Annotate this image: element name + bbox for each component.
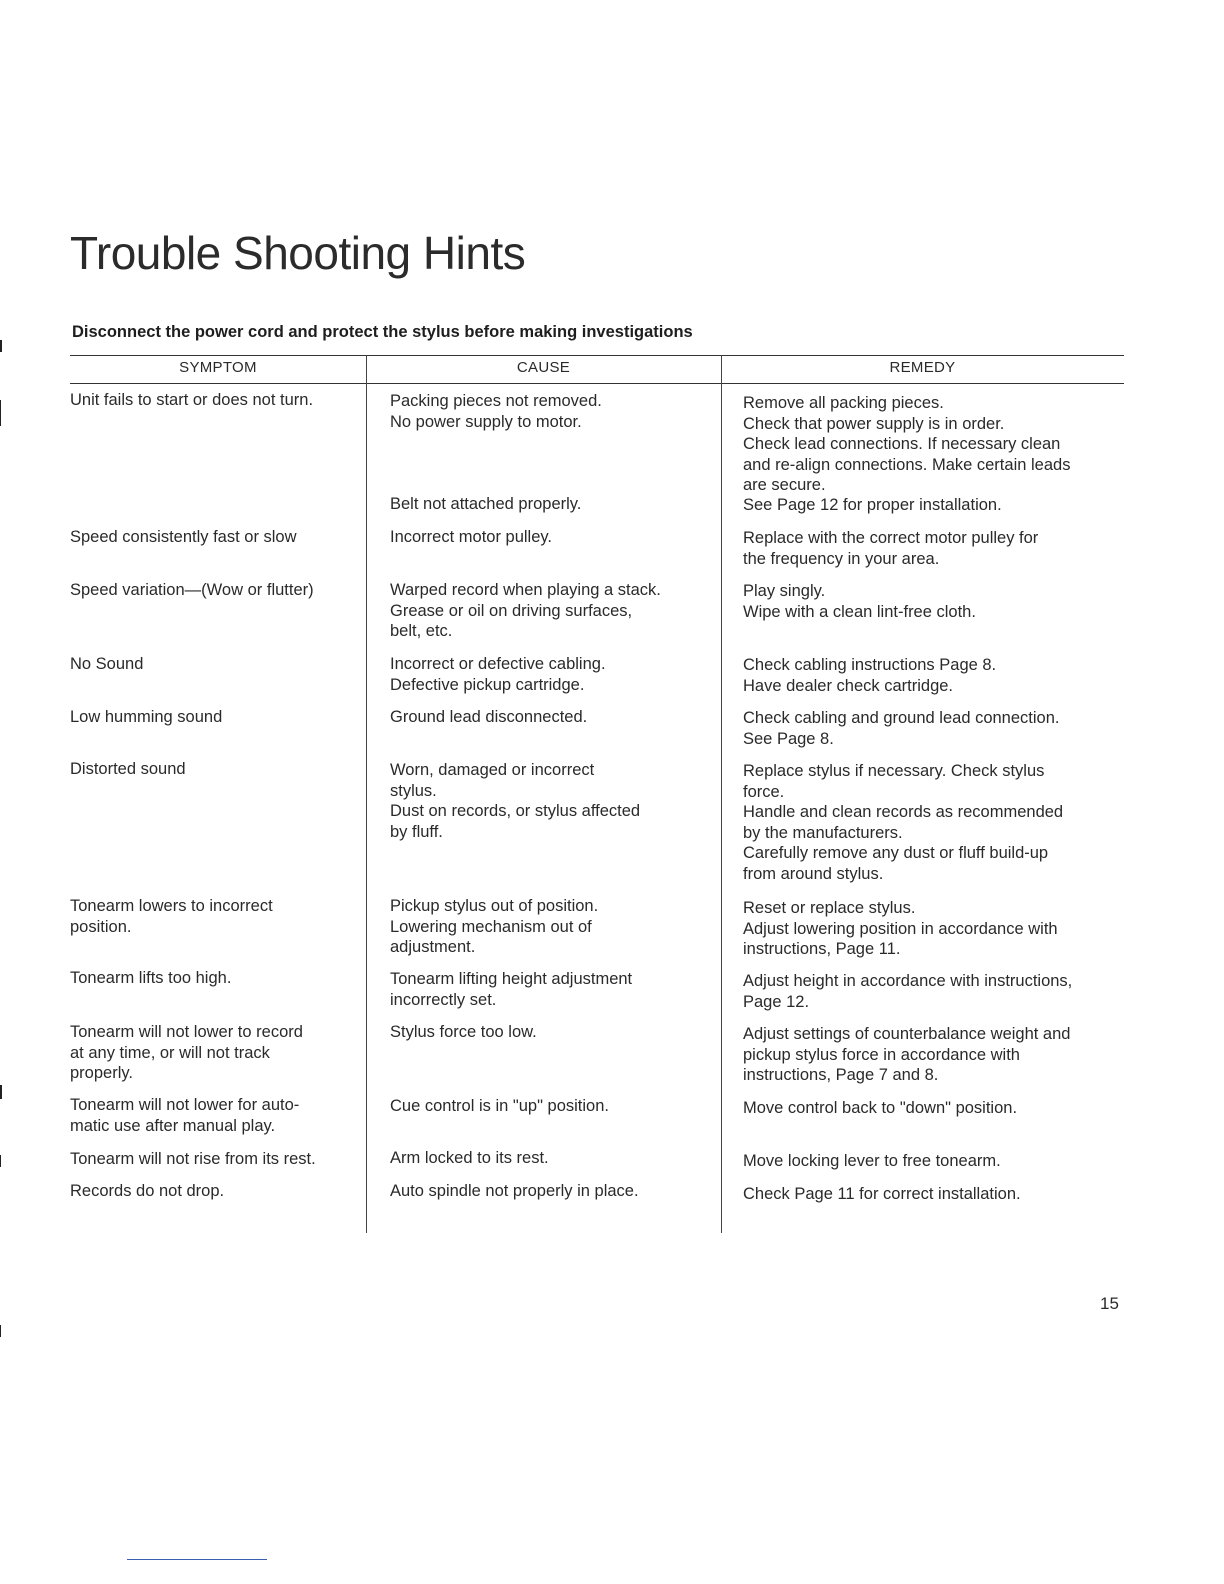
cause-cell: Warped record when playing a stack. Grease or oil on driving surfaces, belt, etc. (390, 581, 661, 640)
table-top-rule (70, 355, 1124, 356)
remedy-cell: Play singly. Wipe with a clean lint-free cloth. (743, 582, 976, 621)
cause-cell: Belt not attached properly. (390, 495, 582, 513)
symptom-cell: Distorted sound (70, 760, 186, 778)
cause-cell: Stylus force too low. (390, 1023, 537, 1041)
scan-edge-mark (0, 400, 1, 426)
cause-cell: Incorrect motor pulley. (390, 528, 553, 546)
symptom-cell: Tonearm will not rise from its rest. (70, 1150, 316, 1168)
warning-note: Disconnect the power cord and protect the stylus before making investigations (72, 323, 693, 341)
cause-cell: Packing pieces not removed. No power supply to motor. (390, 392, 602, 431)
remedy-cell: Remove all packing pieces. Check that power supply is in order. Check lead connections. If necessary clean and re-align connections. Make certain leads are secure. (743, 394, 1071, 494)
page-number: 15 (1100, 1294, 1119, 1313)
column-header-cause: CAUSE (516, 359, 571, 376)
column-header-remedy: REMEDY (889, 359, 956, 376)
remedy-cell: Adjust settings of counterbalance weight and pickup stylus force in accordance with instructions, Page 7 and 8. (743, 1025, 1071, 1084)
cause-cell: Arm locked to its rest. (390, 1149, 549, 1167)
column-divider (366, 355, 367, 1233)
symptom-cell: Low humming sound (70, 708, 223, 726)
cause-cell: Auto spindle not properly in place. (390, 1182, 639, 1200)
symptom-cell: Records do not drop. (70, 1182, 225, 1200)
symptom-cell: Speed variation—(Wow or flutter) (70, 581, 314, 599)
remedy-cell: Check cabling instructions Page 8. Have dealer check cartridge. (743, 656, 997, 695)
symptom-cell: Tonearm will not lower for auto- matic use after manual play. (70, 1096, 300, 1135)
page-title: Trouble Shooting Hints (70, 227, 526, 279)
symptom-cell: Tonearm will not lower to record at any time, or will not track properly. (70, 1023, 303, 1082)
scan-edge-mark (0, 1085, 2, 1099)
symptom-cell: Unit fails to start or does not turn. (70, 391, 314, 409)
column-header-symptom: SYMPTOM (179, 359, 257, 376)
footer-rule (127, 1559, 267, 1560)
remedy-cell: See Page 12 for proper installation. (743, 496, 1002, 514)
remedy-cell: Check Page 11 for correct installation. (743, 1185, 1021, 1203)
cause-cell: Ground lead disconnected. (390, 708, 588, 726)
cause-cell: Incorrect or defective cabling. Defective pickup cartridge. (390, 655, 606, 694)
cause-cell: Cue control is in "up" position. (390, 1097, 609, 1115)
remedy-cell: Move control back to "down" position. (743, 1099, 1018, 1117)
scan-edge-mark (0, 1155, 1, 1167)
cause-cell: Worn, damaged or incorrect stylus. Dust on records, or stylus affected by fluff. (390, 761, 641, 841)
column-divider (721, 355, 722, 1233)
cause-cell: Pickup stylus out of position. Lowering mechanism out of adjustment. (390, 897, 599, 956)
cause-cell: Tonearm lifting height adjustment incorrectly set. (390, 970, 633, 1009)
scan-edge-mark (0, 1325, 1, 1337)
symptom-cell: Tonearm lowers to incorrect position. (70, 897, 273, 936)
symptom-cell: Speed consistently fast or slow (70, 528, 297, 546)
symptom-cell: Tonearm lifts too high. (70, 969, 232, 987)
symptom-cell: No Sound (70, 655, 144, 673)
remedy-cell: Check cabling and ground lead connection. See Page 8. (743, 709, 1060, 748)
remedy-cell: Replace with the correct motor pulley for the frequency in your area. (743, 529, 1039, 568)
remedy-cell: Adjust height in accordance with instructions, Page 12. (743, 972, 1073, 1011)
troubleshooting-table (70, 355, 1124, 1233)
scan-edge-mark (0, 340, 2, 352)
remedy-cell: Replace stylus if necessary. Check stylus force. Handle and clean records as recommended by the manufacturers. Carefully remove any dust or fluff build-up from around stylus. (743, 762, 1064, 883)
remedy-cell: Reset or replace stylus. Adjust lowering position in accordance with instructions, Page 11. (743, 899, 1058, 958)
remedy-cell: Move locking lever to free tonearm. (743, 1152, 1001, 1170)
table-header-rule (70, 383, 1124, 384)
